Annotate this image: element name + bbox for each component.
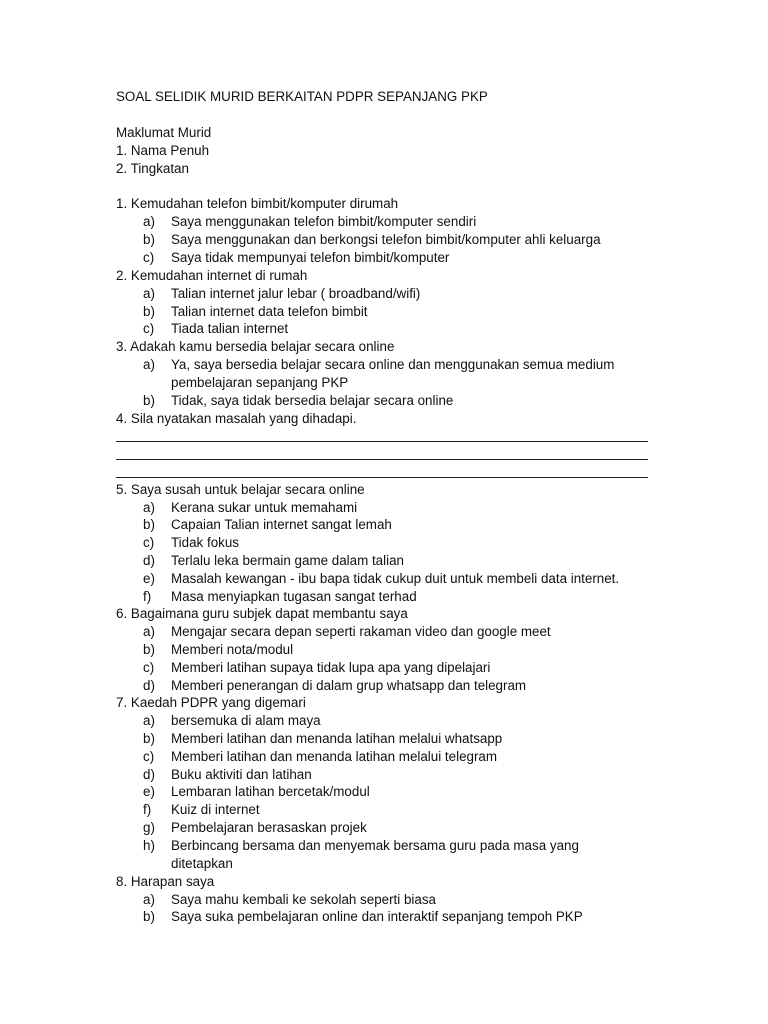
option-item: [143, 303, 668, 321]
option-letter: b): [143, 304, 155, 319]
option-letter: a): [143, 892, 155, 907]
option-item: [143, 891, 668, 909]
option-item: [143, 783, 668, 801]
option-letter: d): [143, 553, 155, 568]
option-item: [143, 213, 668, 231]
option-item: [143, 801, 668, 819]
option-letter: e): [143, 571, 155, 586]
question-8: 8. Harapan saya: [116, 874, 215, 889]
question-1: 1. Kemudahan telefon bimbit/komputer dirumah: [116, 196, 399, 211]
option-text: Talian internet data telefon bimbit: [171, 304, 368, 319]
option-text: Capaian Talian internet sangat lemah: [171, 517, 392, 532]
option-letter: g): [143, 820, 155, 835]
question-4: 4. Sila nyatakan masalah yang dihadapi.: [116, 411, 357, 426]
option-letter: a): [143, 624, 155, 639]
question-7: 7. Kaedah PDPR yang digemari: [116, 695, 306, 710]
option-letter: c): [143, 749, 155, 764]
option-item: [143, 659, 668, 677]
option-item: [143, 356, 668, 374]
option-item: [143, 516, 668, 534]
option-item: [143, 570, 668, 588]
option-item: [143, 908, 668, 926]
answer-line[interactable]: [116, 477, 648, 478]
option-letter: a): [143, 713, 155, 728]
option-item: [143, 392, 668, 410]
option-letter: c): [143, 321, 155, 336]
option-item: [143, 623, 668, 641]
option-text: Lembaran latihan bercetak/modul: [171, 784, 370, 799]
option-text: Ya, saya bersedia belajar secara online dan menggunakan semua medium: [171, 357, 615, 372]
option-letter: f): [143, 589, 152, 604]
option-letter: b): [143, 232, 155, 247]
option-item: [143, 285, 668, 303]
question-6: 6. Bagaimana guru subjek dapat membantu saya: [116, 606, 408, 621]
option-letter: c): [143, 660, 155, 675]
option-item: [143, 766, 668, 784]
option-text: Memberi nota/modul: [171, 642, 294, 657]
option-text: Kerana sukar untuk memahami: [171, 500, 358, 515]
document-title: SOAL SELIDIK MURID BERKAITAN PDPR SEPANJANG PKP: [116, 89, 488, 104]
option-letter: d): [143, 678, 155, 693]
option-text: Tiada talian internet: [171, 321, 289, 336]
answer-line[interactable]: [116, 441, 648, 442]
option-letter: b): [143, 731, 155, 746]
option-text: Saya suka pembelajaran online dan interaktif sepanjang tempoh PKP: [171, 909, 583, 924]
option-item: [143, 819, 668, 837]
option-text: Talian internet jalur lebar ( broadband/wifi): [171, 286, 421, 301]
option-text: Terlalu leka bermain game dalam talian: [171, 553, 404, 568]
option-text: Memberi latihan dan menanda latihan melalui whatsapp: [171, 731, 503, 746]
option-item: [143, 499, 668, 517]
option-letter: c): [143, 250, 155, 265]
option-item: [143, 588, 668, 606]
option-text: Tidak fokus: [171, 535, 239, 550]
option-item: [143, 249, 668, 267]
option-item: [143, 534, 668, 552]
option-text: Kuiz di internet: [171, 802, 260, 817]
option-letter: c): [143, 535, 155, 550]
answer-line[interactable]: [116, 459, 648, 460]
option-letter: b): [143, 642, 155, 657]
field-full-name: 1. Nama Penuh: [116, 143, 210, 158]
option-text: Memberi latihan dan menanda latihan melalui telegram: [171, 749, 498, 764]
option-letter: b): [143, 909, 155, 924]
option-letter: d): [143, 767, 155, 782]
option-letter: b): [143, 517, 155, 532]
option-item: [143, 730, 668, 748]
option-text: Saya menggunakan dan berkongsi telefon bimbit/komputer ahli keluarga: [171, 232, 601, 247]
option-letter: b): [143, 393, 155, 408]
option-item: [143, 552, 668, 570]
option-text: Memberi penerangan di dalam grup whatsapp dan telegram: [171, 678, 527, 693]
option-text: Masalah kewangan - ibu bapa tidak cukup duit untuk membeli data internet.: [171, 571, 620, 586]
option-text: Saya tidak mempunyai telefon bimbit/komputer: [171, 250, 450, 265]
option-item: [143, 748, 668, 766]
option-text: Tidak, saya tidak bersedia belajar secara online: [171, 393, 454, 408]
option-item: [143, 712, 668, 730]
option-text: Buku aktiviti dan latihan: [171, 767, 312, 782]
question-3: 3. Adakah kamu bersedia belajar secara online: [116, 339, 395, 354]
option-text: Berbincang bersama dan menyemak bersama guru pada masa yang: [171, 838, 579, 853]
option-letter: e): [143, 784, 155, 799]
option-letter: a): [143, 357, 155, 372]
option-letter: a): [143, 286, 155, 301]
option-text-continuation: pembelajaran sepanjang PKP: [171, 375, 349, 390]
option-letter: a): [143, 214, 155, 229]
option-text: Memberi latihan supaya tidak lupa apa yang dipelajari: [171, 660, 491, 675]
option-text: Masa menyiapkan tugasan sangat terhad: [171, 589, 417, 604]
option-text: Saya mahu kembali ke sekolah seperti biasa: [171, 892, 436, 907]
option-text: bersemuka di alam maya: [171, 713, 321, 728]
option-item: [143, 677, 668, 695]
option-text: Mengajar secara depan seperti rakaman video dan google meet: [171, 624, 551, 639]
question-2: 2. Kemudahan internet di rumah: [116, 268, 308, 283]
option-item: [143, 320, 668, 338]
student-info-heading: Maklumat Murid: [116, 125, 212, 140]
field-form-level: 2. Tingkatan: [116, 161, 189, 176]
option-text-continuation: ditetapkan: [171, 856, 233, 871]
option-letter: a): [143, 500, 155, 515]
option-letter: h): [143, 838, 155, 853]
option-text: Pembelajaran berasaskan projek: [171, 820, 367, 835]
option-item: [143, 837, 668, 855]
question-5: 5. Saya susah untuk belajar secara online: [116, 482, 365, 497]
option-letter: f): [143, 802, 152, 817]
option-item: [143, 231, 668, 249]
option-text: Saya menggunakan telefon bimbit/komputer sendiri: [171, 214, 477, 229]
option-item: [143, 641, 668, 659]
